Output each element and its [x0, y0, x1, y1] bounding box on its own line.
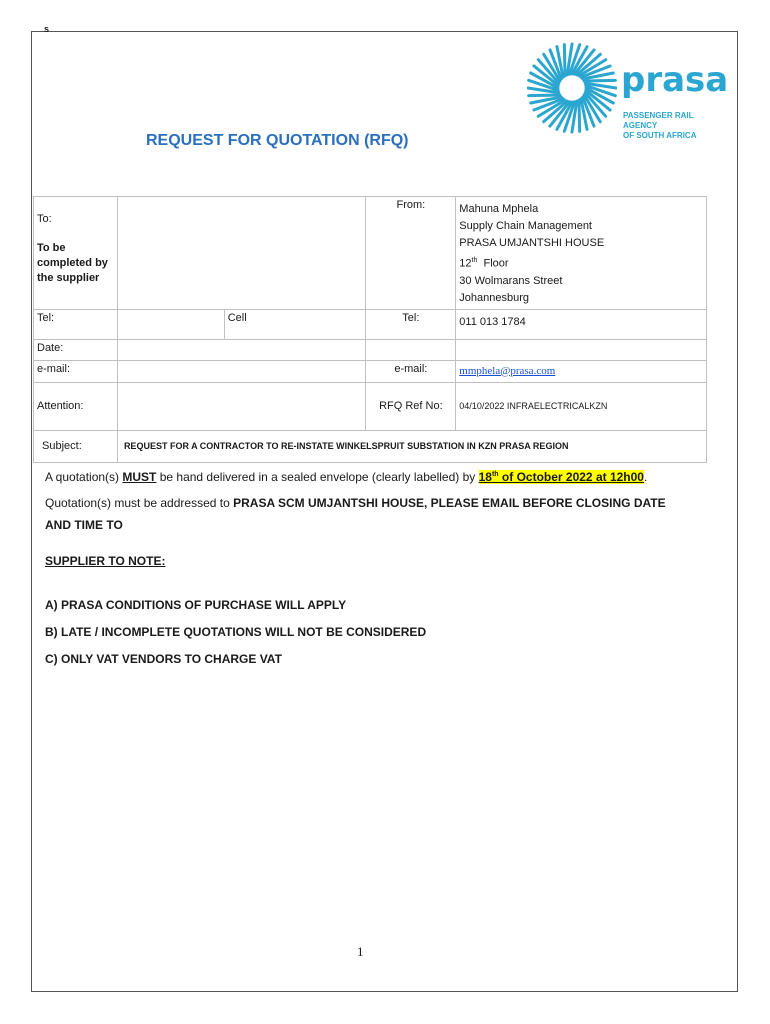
from-address: Mahuna Mphela Supply Chain Management PRASA UMJANTSHI HOUSE 12th Floor 30 Wolmarans Street Johannesburg — [456, 197, 707, 310]
table-row — [34, 360, 707, 382]
condition-item: A) PRASA CONDITIONS OF PURCHASE WILL APPLY — [45, 598, 347, 612]
tel-label-from: Tel: — [366, 309, 456, 339]
date-input-cell[interactable] — [117, 339, 365, 360]
subject-label: Subject: — [34, 430, 118, 462]
page-title: REQUEST FOR QUOTATION (RFQ) — [146, 132, 409, 149]
prasa-sunburst-icon — [527, 38, 617, 138]
table-row — [34, 309, 707, 339]
to-note: To be completed by the supplier — [37, 242, 108, 284]
table-row — [34, 382, 707, 430]
table-row — [34, 339, 707, 360]
tel-label: Tel: — [34, 309, 118, 339]
sunburst-ray — [584, 80, 615, 81]
condition-item: C) ONLY VAT VENDORS TO CHARGE VAT — [45, 652, 282, 666]
page-number: 1 — [357, 944, 364, 959]
closing-deadline: 18th of October 2022 at 12h00 — [478, 470, 644, 484]
cell-label: Cell — [224, 309, 366, 339]
condition-item: B) LATE / INCOMPLETE QUOTATIONS WILL NOT BE CONSIDERED — [45, 625, 427, 639]
sunburst-ray — [579, 100, 580, 131]
corner-mark: s — [44, 24, 50, 34]
email-input-cell[interactable] — [117, 360, 365, 382]
table-row — [34, 430, 707, 462]
sunburst-ray — [564, 45, 565, 76]
to-label: To: — [37, 213, 52, 225]
rfq-details-table — [33, 196, 707, 463]
email-label: e-mail: — [34, 360, 118, 382]
rfq-ref-label: RFQ Ref No: — [366, 382, 456, 430]
attention-label: Attention: — [34, 382, 118, 430]
tel-value: 011 013 1784 — [456, 309, 707, 339]
email-label-from: e-mail: — [366, 360, 456, 382]
from-label: From: — [366, 197, 456, 310]
subject-value: REQUEST FOR A CONTRACTOR TO RE-INSTATE WINKELSPRUIT SUBSTATION IN KZN PRASA REGION — [117, 430, 706, 462]
table-row — [34, 197, 707, 310]
address-instructions: Quotation(s) must be addressed to PRASA SCM UMJANTSHI HOUSE, PLEASE EMAIL BEFORE CLOSING DATE AND TIME TO — [45, 496, 666, 532]
to-input-cell[interactable] — [117, 197, 365, 310]
supplier-note-heading: SUPPLIER TO NOTE: — [45, 554, 166, 568]
sunburst-ray — [529, 95, 560, 96]
delivery-instructions: A quotation(s) MUST be hand delivered in a sealed envelope (clearly labelled) by 18th of October 2022 at 12h00. — [45, 470, 648, 484]
prasa-logo — [527, 38, 727, 138]
logo-wordmark: prasa — [621, 60, 729, 100]
tel-input-cell[interactable] — [117, 309, 224, 339]
to-cell — [34, 197, 118, 310]
attention-input-cell[interactable] — [117, 382, 365, 430]
logo-tagline: PASSENGER RAIL AGENCY OF SOUTH AFRICA — [623, 111, 697, 140]
date-label: Date: — [34, 339, 118, 360]
email-link[interactable]: mmphela@prasa.com — [459, 364, 556, 377]
rfq-ref-value: 04/10/2022 INFRAELECTRICALKZN — [456, 382, 707, 430]
